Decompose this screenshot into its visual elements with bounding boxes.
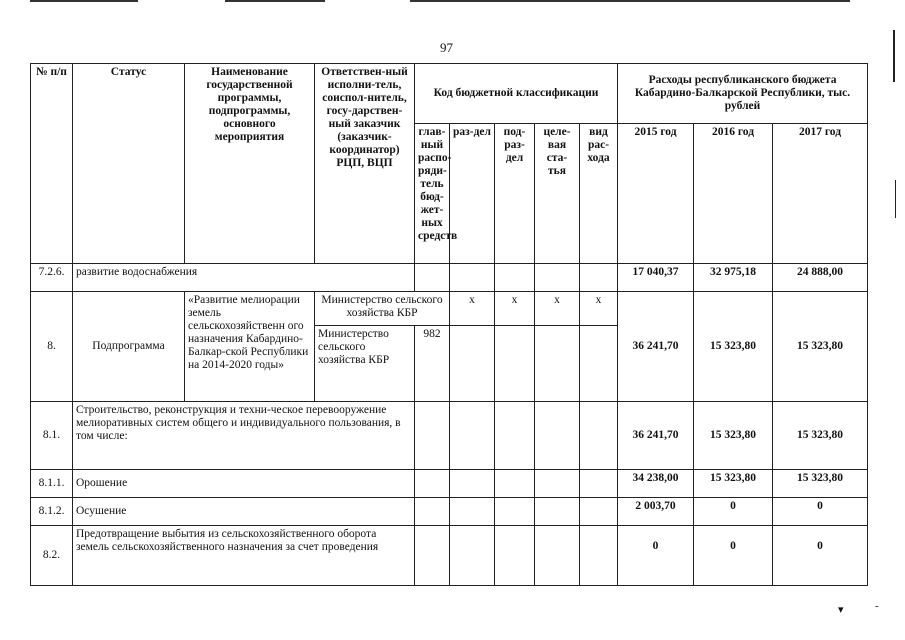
value-2016: 15 323,80: [694, 470, 773, 498]
row-responsible: Министерство сельского хозяйства КБР: [315, 326, 415, 402]
value-2017: 0: [773, 498, 868, 526]
header-num: № п/п: [31, 64, 73, 264]
top-rule-middle: [225, 0, 325, 2]
header-year-2017: 2017 год: [773, 124, 868, 264]
page-number: 97: [440, 40, 453, 55]
code-x: x: [495, 292, 535, 326]
row-num: 7.2.6.: [31, 264, 73, 292]
top-rule-right: [410, 0, 850, 2]
row-num: 8.1.: [31, 402, 73, 470]
value-2015: 2 003,70: [618, 498, 694, 526]
header-expenses: Расходы республиканского бюджета Кабардино-Балкарской Республики, тыс. рублей: [618, 64, 868, 124]
value-2015: 0: [618, 526, 694, 586]
scan-speck: ▾: [838, 604, 844, 616]
header-code-type: вид рас-хода: [580, 124, 618, 264]
value-2016: 32 975,18: [694, 264, 773, 292]
header-year-2015: 2015 год: [618, 124, 694, 264]
row-num: 8.2.: [31, 526, 73, 586]
row-responsible: Министерство сельского хозяйства КБР: [315, 292, 450, 326]
code-main: 982: [415, 326, 450, 402]
value-2016: 0: [694, 526, 773, 586]
table-row: [31, 498, 868, 526]
row-name: Орошение: [73, 470, 415, 498]
header-code-main: глав-ный распо-ряди-тель бюд-жет-ных средств: [415, 124, 450, 264]
budget-table: [30, 63, 868, 586]
row-status: Подпрограмма: [73, 292, 185, 402]
header-code-subsection: под-раз-дел: [495, 124, 535, 264]
value-2017: 24 888,00: [773, 264, 868, 292]
value-2016: 15 323,80: [694, 292, 773, 402]
header-status: Статус: [73, 64, 185, 264]
value-2015: 36 241,70: [618, 292, 694, 402]
row-name: Строительство, реконструкция и техни-ческое перевооружение мелиоративных систем общего и индивидуального пользования, в том числе:: [73, 402, 415, 470]
row-num: 8.1.2.: [31, 498, 73, 526]
value-2015: 36 241,70: [618, 402, 694, 470]
header-year-2016: 2016 год: [694, 124, 773, 264]
table-row: [31, 526, 868, 586]
table-row: [31, 264, 868, 292]
row-num: 8.: [31, 292, 73, 402]
value-2015: 34 238,00: [618, 470, 694, 498]
header-responsible: Ответствен-ный исполни-тель, соиспол-нитель, госу-дарствен-ный заказчик (заказчик-координатор) РЦП, ВЦП: [315, 64, 415, 264]
row-name: развитие водоснабжения: [73, 264, 415, 292]
value-2017: 0: [773, 526, 868, 586]
header-code-section: раз-дел: [450, 124, 495, 264]
code-x: x: [535, 292, 580, 326]
value-2016: 15 323,80: [694, 402, 773, 470]
code-x: x: [580, 292, 618, 326]
row-name: Осушение: [73, 498, 415, 526]
table-row: [31, 470, 868, 498]
value-2017: 15 323,80: [773, 292, 868, 402]
top-rule-left: [30, 0, 138, 2]
row-num: 8.1.1.: [31, 470, 73, 498]
row-name: Предотвращение выбытия из сельскохозяйственного оборота земель сельскохозяйственного назначения за счет проведения: [73, 526, 415, 586]
margin-mark: [895, 180, 896, 218]
table-row: [31, 402, 868, 470]
header-row-1: [31, 64, 868, 124]
value-2017: 15 323,80: [773, 470, 868, 498]
table-row: [31, 292, 868, 326]
value-2017: 15 323,80: [773, 402, 868, 470]
scan-speck: -: [875, 600, 879, 612]
header-budget-code: Код бюджетной классификации: [415, 64, 618, 124]
margin-mark: [893, 30, 895, 82]
header-name: Наименование государственной программы, подпрограммы, основного мероприятия: [185, 64, 315, 264]
code-x: x: [450, 292, 495, 326]
row-name: «Развитие мелиорации земель сельскохозяйственн ого назначения Кабардино-Балкар-ской Республики на 2014-2020 годы»: [185, 292, 315, 402]
header-code-target: целе-вая ста-тья: [535, 124, 580, 264]
value-2016: 0: [694, 498, 773, 526]
value-2015: 17 040,37: [618, 264, 694, 292]
